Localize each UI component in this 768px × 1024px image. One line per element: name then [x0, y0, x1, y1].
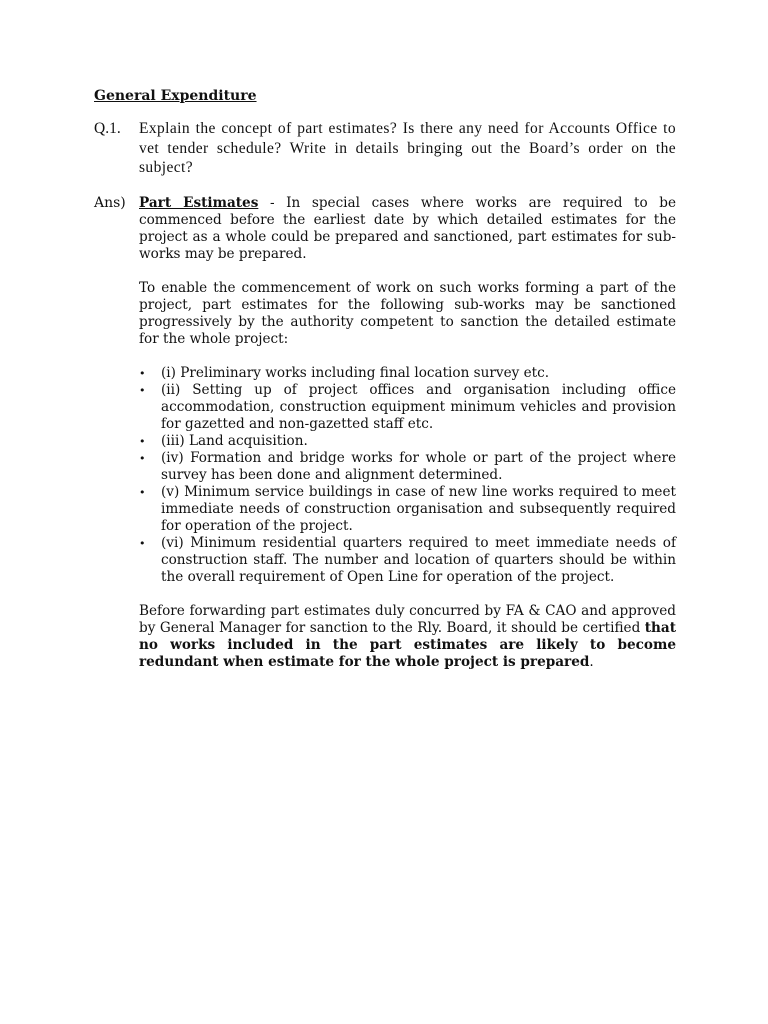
- list-item: • (v) Minimum service buildings in case of new line works required to meet immediate needs of construction organisation and subsequently required for operation of the project.: [139, 484, 676, 534]
- closing-end: .: [589, 654, 594, 670]
- list-item: • (iv) Formation and bridge works for whole or part of the project where survey has been done and alignment determined.: [139, 450, 676, 483]
- answer-intro-paragraph: [139, 195, 676, 263]
- question-block: [94, 119, 676, 178]
- list-item: • (vi) Minimum residential quarters required to meet immediate needs of construction staff. The number and location of quarters should be within the overall requirement of Open Line for operation of the project.: [139, 535, 676, 585]
- answer-intro-text: - In special cases where works are required to be commenced before the earliest date by which detailed estimates for the project as a whole could be prepared and sanctioned, part estimates for sub- works may be prepared.: [139, 195, 676, 262]
- question-text: Explain the concept of part estimates? Is there any need for Accounts Office to vet tender schedule? Write in details bringing out the Board’s order on the subject?: [139, 120, 676, 176]
- list-item: • (i) Preliminary works including final location survey etc.: [139, 365, 550, 381]
- bullet-icon: •: [139, 537, 146, 550]
- answer-closing-paragraph: [139, 603, 676, 671]
- question-number: Q.1.: [94, 120, 121, 137]
- answer-paragraph-2: To enable the commencement of work on such works forming a part of the project, part estimates for the following sub-works may be sanctioned progressively by the authority competent to sanction the detailed estimate for the whole project:: [139, 280, 676, 347]
- list-item: • (ii) Setting up of project offices and organisation including office accommodation, construction equipment minimum vehicles and provision for gazetted and non-gazetted staff etc.: [139, 382, 676, 432]
- bullet-icon: •: [139, 486, 146, 499]
- closing-text: Before forwarding part estimates duly concurred by FA & CAO and approved by General Manager for sanction to the Rly. Board, it should be certified: [139, 603, 676, 636]
- part-estimates-term: Part Estimates: [139, 195, 259, 211]
- closing-bold-text: that no works included in the part estimates are likely to become redundant when estimate for the whole project is prepared: [139, 620, 676, 670]
- bullet-icon: •: [139, 452, 146, 465]
- sub-works-list: [139, 365, 676, 586]
- bullet-icon: •: [139, 384, 146, 397]
- bullet-icon: •: [139, 435, 146, 448]
- answer-label: Ans): [94, 195, 126, 211]
- bullet-icon: •: [139, 367, 146, 380]
- section-heading: General Expenditure: [94, 88, 257, 104]
- list-item: • (iii) Land acquisition.: [139, 433, 308, 449]
- answer-block: [94, 195, 676, 671]
